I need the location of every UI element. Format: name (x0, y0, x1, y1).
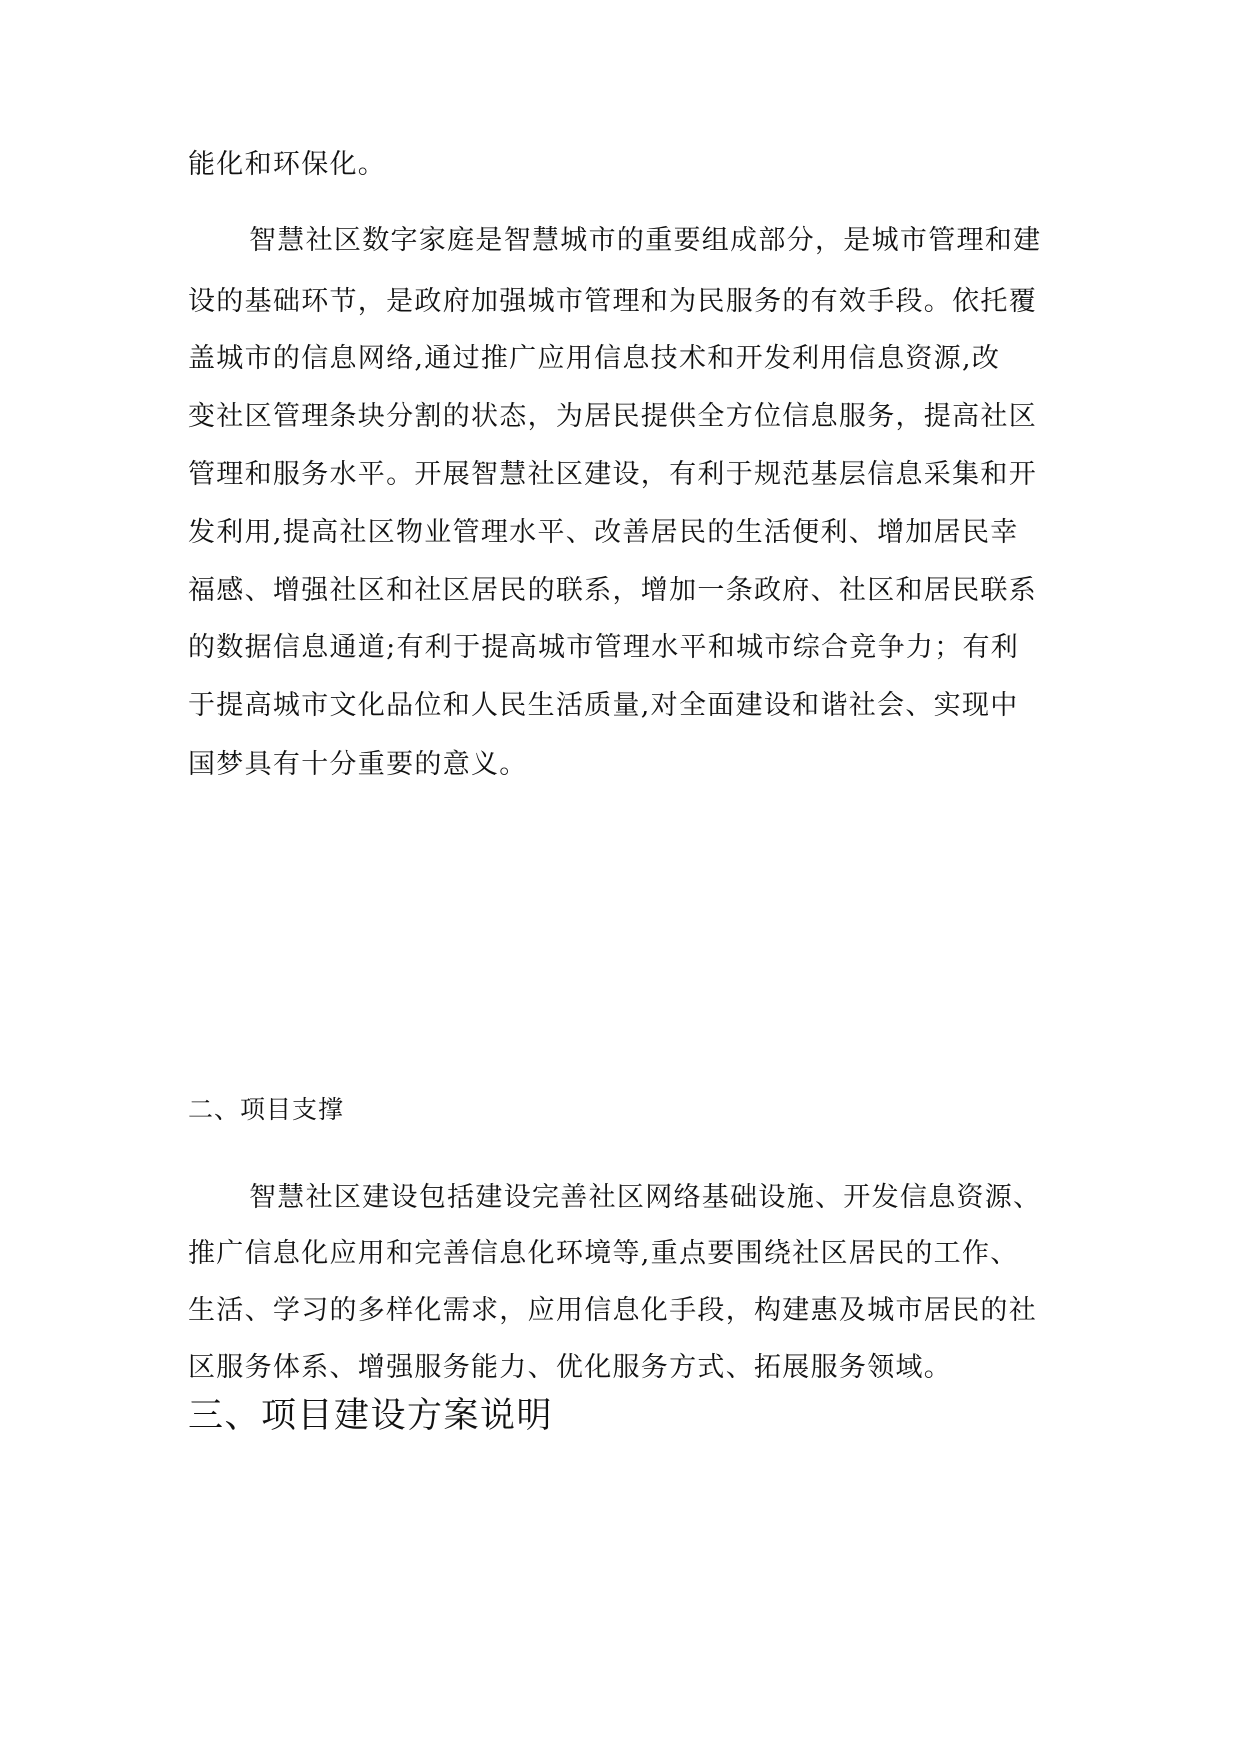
paragraph1-line-4: 变社区管理条块分割的状态，为居民提供全方位信息服务，提高社区 (188, 401, 1037, 432)
section2-heading: 二、项目支撑 (188, 1095, 345, 1124)
paragraph1-line-7: 福感、增强社区和社区居民的联系，增加一条政府、社区和居民联系 (188, 575, 1037, 606)
paragraph1-line-3: 盖城市的信息网络,通过推广应用信息技术和开发利用信息资源,改 (188, 343, 1001, 374)
paragraph1-line-10: 国梦具有十分重要的意义。 (188, 749, 528, 780)
paragraph2-line-2: 推广信息化应用和完善信息化环境等,重点要围绕社区居民的工作、 (188, 1238, 1019, 1269)
paragraph1-line-6: 发利用,提高社区物业管理水平、改善居民的生活便利、增加居民幸 (188, 517, 1019, 548)
paragraph1-line-9: 于提高城市文化品位和人民生活质量,对全面建设和谐社会、实现中 (188, 690, 1019, 721)
paragraph1-line-1: 智慧社区数字家庭是智慧城市的重要组成部分，是城市管理和建 (249, 225, 1042, 256)
paragraph1-line-2: 设的基础环节，是政府加强城市管理和为民服务的有效手段。依托覆 (188, 286, 1037, 317)
paragraph2-line-1: 智慧社区建设包括建设完善社区网络基础设施、开发信息资源、 (249, 1182, 1042, 1213)
paragraph1-line-5: 管理和服务水平。开展智慧社区建设，有利于规范基层信息采集和开 (188, 459, 1037, 490)
paragraph1-line-8: 的数据信息通道;有利于提高城市管理水平和城市综合竞争力；有利 (188, 632, 1020, 663)
paragraph2-line-4: 区服务体系、增强服务能力、优化服务方式、拓展服务领域。 (188, 1352, 953, 1383)
section3-heading: 三、项目建设方案说明 (188, 1396, 554, 1436)
paragraph2-line-3: 生活、学习的多样化需求，应用信息化手段，构建惠及城市居民的社 (188, 1295, 1037, 1326)
intro-tail-line: 能化和环保化。 (188, 149, 387, 180)
